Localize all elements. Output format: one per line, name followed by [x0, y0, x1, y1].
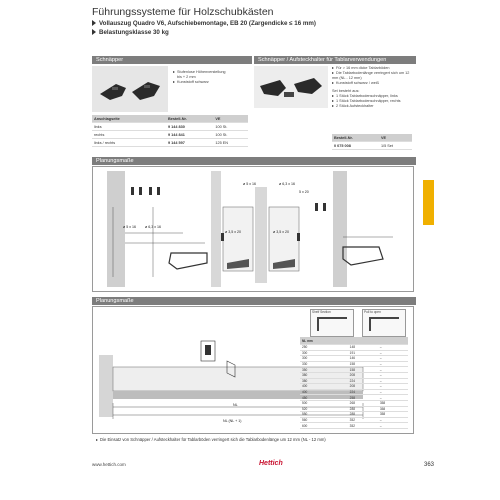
schnaepper-order-table: [92, 115, 248, 147]
table-cell: 380: [300, 372, 348, 378]
table-row: [332, 142, 412, 150]
table-header-row: [332, 134, 412, 142]
table-cell: 208: [348, 384, 378, 390]
table-cell: 100 St.: [213, 131, 248, 139]
table-cell: 330: [300, 361, 348, 367]
set-heading: Set besteht aus:: [332, 89, 360, 93]
table-cell: links / rechts: [92, 139, 166, 147]
table-cell: –: [378, 350, 408, 356]
table-cell: 358: [378, 406, 408, 412]
table-cell: 358: [378, 400, 408, 406]
page-number: 363: [424, 462, 435, 468]
bullet-item: Kunststoff schwarz: [173, 80, 249, 85]
runner-profile-right: [343, 247, 383, 265]
table-cell: 100 St.: [213, 123, 248, 131]
table-cell: 450: [300, 395, 348, 401]
table-cell: –: [378, 423, 408, 429]
col-header: [378, 337, 408, 345]
drawing-canvas-1: [93, 167, 413, 291]
table-cell: 158: [348, 361, 378, 367]
cabinet-side-mid2: [255, 187, 267, 283]
table-cell: –: [378, 356, 408, 362]
section-bar-schnaepper: Schnäpper: [92, 56, 252, 64]
col-header: VE: [213, 115, 248, 123]
set-item: 1 Stück Tablarbodenschnäpper, links: [332, 94, 414, 99]
col-header: Bestell-Nr.: [332, 134, 379, 142]
cabinet-front: [99, 355, 113, 417]
footer-url[interactable]: www.hettich.com: [92, 462, 126, 467]
table-cell: 380: [300, 378, 348, 384]
table-cell: links: [92, 123, 166, 131]
bullet-item-cont: bis + 2 mm: [177, 75, 196, 79]
dim-label: 5 x 20: [299, 190, 309, 194]
mini-profile: [317, 317, 347, 331]
aufsteckhalter-product-image: [254, 66, 328, 108]
table-cell: 358: [378, 412, 408, 418]
subtitle-1: Vollauszug Quadro V6, Aufschiebemontage, EB 20 (Zargendicke ≤ 16 mm): [92, 20, 316, 27]
table-cell: –: [378, 417, 408, 423]
dim-label: ø 6,3 x 16: [145, 225, 161, 229]
table-row: [92, 139, 248, 147]
chapter-tab: [423, 180, 434, 225]
table-cell: 148: [348, 345, 378, 351]
col-header: VE: [379, 134, 412, 142]
page-title: Führungssysteme für Holzschubkästen: [92, 6, 274, 18]
table-cell: 191: [348, 350, 378, 356]
table-cell: 1/5 Set: [379, 142, 412, 150]
table-cell: 352: [348, 417, 378, 423]
table-cell: 208: [348, 372, 378, 378]
order-number: 9 144 830: [166, 123, 213, 131]
mini-view-shelf: Shelf Section: [310, 309, 354, 337]
cabinet-side-mid1: [211, 171, 221, 287]
bullet-item: Für > 16 mm dicke Tablarböden: [332, 66, 414, 71]
table-cell: –: [378, 372, 408, 378]
table-cell: 400: [300, 389, 348, 395]
table-cell: 224: [348, 378, 378, 384]
section-bar-planungsmasse-1: Planungsmaße: [92, 157, 416, 165]
table-cell: 288: [348, 406, 378, 412]
dim-label-nl-plus: NL (NL + 1): [223, 419, 242, 423]
arrow-icon: [92, 29, 96, 35]
schnaepper-bullets: [173, 70, 249, 85]
catch-icon: [205, 345, 211, 355]
section-bar-planungsmasse-2: Planungsmaße: [92, 297, 416, 305]
aufsteckhalter-order-table: [332, 134, 412, 150]
table-cell: 250: [300, 345, 348, 351]
aufsteckhalter-bullets: [332, 66, 414, 109]
col-header: Bestell-Nr.: [166, 115, 213, 123]
table-cell: 158: [348, 367, 378, 373]
order-number: 9 144 841: [166, 131, 213, 139]
dim-label-nl: NL: [233, 403, 238, 407]
table-cell: 500: [300, 400, 348, 406]
nl-dimension-table: [300, 337, 408, 429]
table-header-row: [92, 115, 248, 123]
mini-profile: [369, 317, 399, 331]
order-number: 9 144 597: [166, 139, 213, 147]
footnote: Die Einsatz von Schnäpper / Aufsteckhalter für Tablarböden verringert sich die Tablarbodenlänge um 12 mm (NL - 12 mm): [96, 437, 326, 442]
table-cell: 550: [300, 412, 348, 418]
runner-profile-left: [169, 253, 207, 269]
subtitle-2: Belastungsklasse 30 kg: [92, 29, 169, 36]
table-cell: –: [378, 389, 408, 395]
table-cell: 600: [300, 423, 348, 429]
hettich-logo: [258, 457, 284, 476]
table-cell: 268: [348, 400, 378, 406]
bullet-item: Stufenlose Höhenverstellung: [173, 70, 249, 75]
table-cell: 300: [300, 356, 348, 362]
table-row: [92, 131, 248, 139]
arrow-icon: [92, 20, 96, 26]
dim-label: ø 3,5 x 20: [273, 230, 289, 234]
cabinet-side-right: [333, 171, 347, 287]
set-item: 1 Stück Tablarbodenschnäpper, rechts: [332, 99, 414, 104]
table-cell: –: [378, 345, 408, 351]
table-cell: rechts: [92, 131, 166, 139]
col-header: NL mm: [300, 337, 348, 345]
table-cell: 400: [300, 384, 348, 390]
cabinet-side-left: [107, 171, 125, 287]
dim-label: ø 6,3 x 16: [279, 182, 295, 186]
table-header-row: [300, 337, 408, 345]
table-cell: 300: [300, 350, 348, 356]
col-header: [348, 337, 378, 345]
table-cell: 258: [348, 395, 378, 401]
col-header: Anschlagseite: [92, 115, 166, 123]
table-cell: 560: [300, 417, 348, 423]
dim-label: ø 5 x 16: [123, 225, 136, 229]
table-cell: 288: [348, 412, 378, 418]
table-cell: 224: [348, 389, 378, 395]
planning-drawing-1: [92, 166, 414, 292]
table-row: [300, 423, 408, 429]
table-cell: 520: [300, 406, 348, 412]
mini-view-pull: Pull to open: [362, 309, 406, 337]
dim-label: ø 5 x 16: [243, 182, 256, 186]
schnaepper-product-image: [92, 66, 168, 112]
section-bar-aufsteckhalter: Schnäpper / Aufsteckhalter für Tablarverwendungen: [254, 56, 416, 64]
table-cell: –: [378, 395, 408, 401]
table-cell: 350: [300, 367, 348, 373]
table-cell: 146: [348, 356, 378, 362]
bullet-item: Kunststoff schwarz / weiß: [332, 81, 414, 86]
order-number: 0 075 008: [332, 142, 379, 150]
table-cell: –: [378, 361, 408, 367]
table-cell: –: [378, 367, 408, 373]
table-cell: 352: [348, 423, 378, 429]
table-row: [92, 123, 248, 131]
table-cell: –: [378, 384, 408, 390]
dim-label: ø 3,5 x 20: [225, 230, 241, 234]
set-item: 2 Stück Aufsteckhalter: [332, 104, 414, 109]
table-cell: 125 EN: [213, 139, 248, 147]
table-cell: –: [378, 378, 408, 384]
bullet-item: Die Tablarbodenlänge verringert sich um 12 mm (NL - 12 mm): [332, 71, 414, 81]
logo-text: Hettich: [259, 460, 283, 467]
